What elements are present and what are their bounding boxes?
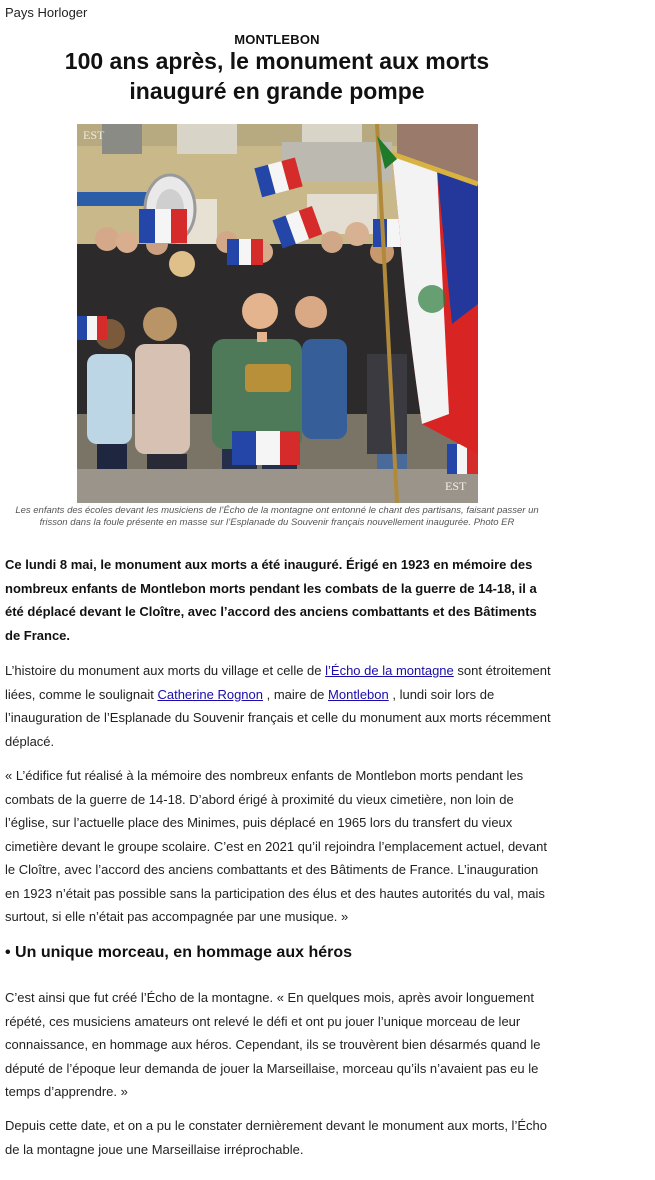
link-montlebon[interactable]: Montlebon <box>328 686 389 702</box>
paragraph-1-text-a: L’histoire du monument aux morts du village et celle de <box>5 663 326 678</box>
paragraph-3: C’est ainsi que fut créé l’Écho de la montagne. « En quelques mois, après avoir longuement répété, ces musiciens amateurs ont relevé le défi et ont pu jouer l’unique morceau de leur connaissance, en hommage aux héros. Cependant, ils se trouvèrent bien désarmés quand le député de l’époque leur demanda de jouer la Marseillaise, morceau qu’ils n’avaient pas eu le temps d’apprendre. » <box>5 990 541 1099</box>
paragraph-1-text-d: , lundi soir lors de l’inauguration de l’Esplanade du Souvenir français et celle du monument aux morts récemment déplacé. <box>5 686 551 749</box>
paragraph-2: « L’édifice fut réalisé à la mémoire des nombreux enfants de Montlebon morts pendant les combats de la guerre de 14-18. D’abord érigé à proximité du vieux cimetière, non loin de l’église, sur l’actuelle place des Minimes, puis déplacé en 1965 lors du transfert du vieux cimetière devant le groupe scolaire. C’est en 2021 qu’il rejoindra l’emplacement actuel, devant le Cloître, avec l’accord des anciens combattants et des Bâtiments de France. L’inauguration en 1923 n’était pas possible sans la participation des élus et des hautes autorités du val, mais surtout, si elle n’était pas accompagnée par une musique. » <box>5 768 547 924</box>
section-label: Pays Horloger <box>5 5 88 20</box>
photo-watermark-top: EST <box>83 128 105 142</box>
paragraph-4: Depuis cette date, et on a pu le constater dernièrement devant le monument aux morts, l’Écho de la montagne joue une Marseillaise irréprochable. <box>5 1118 547 1157</box>
article-kicker: MONTLEBON <box>234 32 320 47</box>
article-photo <box>77 124 478 503</box>
paragraph-1 <box>5 659 553 753</box>
article-subheading: • Un unique morceau, en hommage aux héros <box>5 944 353 961</box>
link-echo-de-la-montagne[interactable]: l’Écho de la montagne <box>325 663 454 678</box>
paragraph-1-text-c: , maire de <box>263 686 329 702</box>
article-headline: 100 ans après, le monument aux morts inauguré en grande pompe <box>64 48 490 104</box>
article-lede: Ce lundi 8 mai, le monument aux morts a été inauguré. Érigé en 1923 en mémoire des nombreux enfants de Montlebon morts pendant les combats de la guerre de 14-18, il a été déplacé devant le Cloître, avec l’accord des anciens combattants et des Bâtiments de France. <box>5 557 537 643</box>
paragraph-1-text-b: sont étroitement liées, comme le soulignait <box>5 663 551 702</box>
photo-watermark-bottom: EST <box>445 479 467 493</box>
photo-caption: Les enfants des écoles devant les musiciens de l’Écho de la montagne ont entonné le chant des partisans, faisant passer un frisson dans la foule présente en masse sur l’Esplanade du Souvenir français nouvellement inaugurée. Photo ER <box>15 505 539 528</box>
link-catherine-rognon[interactable]: Catherine Rognon <box>157 686 263 702</box>
